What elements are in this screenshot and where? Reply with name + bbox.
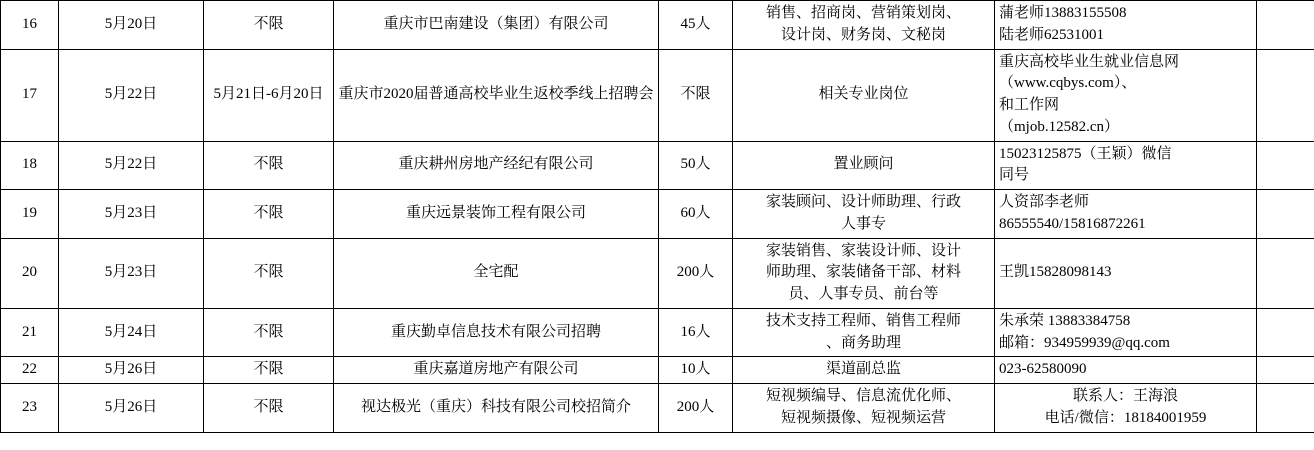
row-date-range: 5月21日-6月20日 xyxy=(204,49,334,141)
row-positions xyxy=(733,49,995,141)
row-headcount: 200人 xyxy=(659,384,733,433)
row-contact-line: 蒲老师13883155508 xyxy=(999,5,1127,21)
row-contact-line: 人资部李老师 xyxy=(999,194,1090,210)
row-organization: 重庆嘉道房地产有限公司 xyxy=(334,357,659,384)
row-headcount: 60人 xyxy=(659,190,733,239)
row-headcount: 10人 xyxy=(659,357,733,384)
row-headcount: 45人 xyxy=(659,1,733,50)
row-positions-line: 家装销售、家装设计师、设计 xyxy=(765,242,961,259)
row-contact-line: 15023125875（王颖）微信 xyxy=(999,145,1172,162)
row-contact-line: 联系人：王海浪 xyxy=(1072,388,1178,404)
row-date-range: 不限 xyxy=(204,308,334,357)
table-row xyxy=(1,1,1314,50)
row-positions xyxy=(733,238,995,308)
row-positions-line: 师助理、家装储备干部、材料 xyxy=(765,264,961,281)
row-positions-line: 家装顾问、设计师助理、行政 xyxy=(765,194,961,210)
row-contact xyxy=(995,190,1257,239)
row-positions xyxy=(733,384,995,433)
row-date: 5月24日 xyxy=(59,308,204,357)
row-contact-line: 86555540/15816872261 xyxy=(999,215,1146,232)
row-contact-line: 同号 xyxy=(999,167,1030,184)
row-contact-line: 电话/微信：18184001959 xyxy=(1044,409,1207,426)
table-row xyxy=(1,238,1314,308)
row-date: 5月20日 xyxy=(59,1,204,50)
row-organization: 重庆市2020届普通高校毕业生返校季线上招聘会 xyxy=(334,49,659,141)
row-number: 23 xyxy=(1,384,59,433)
row-positions xyxy=(733,308,995,357)
row-extra xyxy=(1257,49,1314,141)
row-date: 5月26日 xyxy=(59,384,204,433)
row-headcount: 200人 xyxy=(659,238,733,308)
row-date: 5月23日 xyxy=(59,238,204,308)
row-positions xyxy=(733,141,995,190)
row-organization: 重庆耕州房地产经纪有限公司 xyxy=(334,141,659,190)
row-contact-line: （mjob.12582.cn） xyxy=(999,118,1119,135)
row-positions-line: 人事专 xyxy=(840,215,886,232)
row-positions-line: 渠道副总监 xyxy=(825,361,901,378)
row-contact-line: 和工作网 xyxy=(999,97,1060,113)
row-contact-line: 王凯15828098143 xyxy=(999,264,1112,281)
row-positions-line: 短视频摄像、短视频运营 xyxy=(780,409,946,426)
row-number: 17 xyxy=(1,49,59,141)
row-number: 16 xyxy=(1,1,59,50)
table-row xyxy=(1,141,1314,190)
table-body xyxy=(1,1,1314,433)
row-date: 5月22日 xyxy=(59,49,204,141)
row-positions-line: 、商务助理 xyxy=(825,334,901,351)
row-positions-line: 置业顾问 xyxy=(833,156,894,173)
row-contact-line: 重庆高校毕业生就业信息网 xyxy=(999,53,1180,70)
row-positions-line: 短视频编导、信息流优化师、 xyxy=(765,388,961,404)
row-positions-line: 销售、招商岗、营销策划岗、 xyxy=(765,5,961,21)
row-contact xyxy=(995,308,1257,357)
row-number: 19 xyxy=(1,190,59,239)
row-date-range: 不限 xyxy=(204,238,334,308)
row-contact-line: 陆老师62531001 xyxy=(999,26,1105,43)
row-date-range: 不限 xyxy=(204,190,334,239)
row-extra xyxy=(1257,1,1314,50)
row-contact xyxy=(995,1,1257,50)
table-row xyxy=(1,357,1314,384)
table-row xyxy=(1,384,1314,433)
row-positions xyxy=(733,1,995,50)
row-extra xyxy=(1257,308,1314,357)
row-contact xyxy=(995,357,1257,384)
row-organization: 重庆市巴南建设（集团）有限公司 xyxy=(334,1,659,50)
row-number: 22 xyxy=(1,357,59,384)
row-organization: 重庆勤卓信息技术有限公司招聘 xyxy=(334,308,659,357)
row-extra xyxy=(1257,384,1314,433)
table-row xyxy=(1,49,1314,141)
row-positions xyxy=(733,357,995,384)
row-positions-line: 技术支持工程师、销售工程师 xyxy=(765,312,961,329)
row-contact-line: （www.cqbys.com）、 xyxy=(999,75,1137,92)
row-organization: 视达极光（重庆）科技有限公司校招简介 xyxy=(334,384,659,433)
row-contact xyxy=(995,141,1257,190)
row-contact xyxy=(995,49,1257,141)
row-number: 21 xyxy=(1,308,59,357)
row-positions-line: 员、人事专员、前台等 xyxy=(788,286,939,302)
row-headcount: 50人 xyxy=(659,141,733,190)
row-contact-line: 邮箱：934959939@qq.com xyxy=(999,334,1170,351)
row-number: 20 xyxy=(1,238,59,308)
row-date-range: 不限 xyxy=(204,357,334,384)
row-contact xyxy=(995,238,1257,308)
row-date: 5月26日 xyxy=(59,357,204,384)
row-positions-line: 设计岗、财务岗、文秘岗 xyxy=(780,26,946,43)
row-headcount: 16人 xyxy=(659,308,733,357)
table-row xyxy=(1,308,1314,357)
row-positions-line: 相关专业岗位 xyxy=(818,86,909,103)
row-date-range: 不限 xyxy=(204,1,334,50)
row-organization: 全宅配 xyxy=(334,238,659,308)
table-row xyxy=(1,190,1314,239)
row-organization: 重庆远景装饰工程有限公司 xyxy=(334,190,659,239)
row-date: 5月23日 xyxy=(59,190,204,239)
row-date: 5月22日 xyxy=(59,141,204,190)
row-number: 18 xyxy=(1,141,59,190)
row-contact xyxy=(995,384,1257,433)
row-headcount: 不限 xyxy=(659,49,733,141)
row-contact-line: 朱承荣 13883384758 xyxy=(999,312,1131,329)
row-extra xyxy=(1257,190,1314,239)
row-extra xyxy=(1257,238,1314,308)
row-extra xyxy=(1257,141,1314,190)
row-date-range: 不限 xyxy=(204,384,334,433)
row-date-range: 不限 xyxy=(204,141,334,190)
row-extra xyxy=(1257,357,1314,384)
row-positions xyxy=(733,190,995,239)
row-contact-line: 023-62580090 xyxy=(999,361,1087,378)
